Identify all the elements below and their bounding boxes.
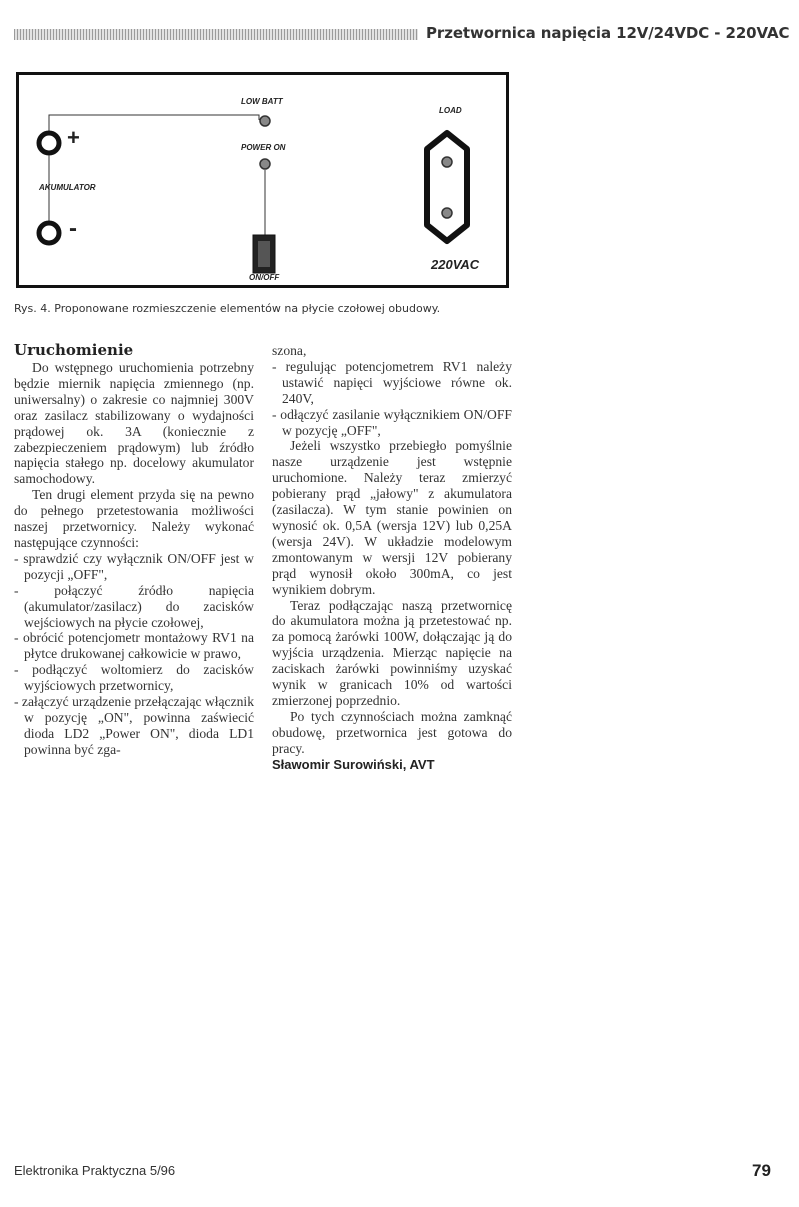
list-item: - połączyć źródło napięcia (akumulator/zasilacz) do zacisków wejściowych na płycie czołowej, (14, 582, 254, 630)
paragraph: Po tych czynnościach można zamknąć obudowę, przetwornica jest gotowa do pracy. (272, 708, 512, 756)
paragraph: Ten drugi element przyda się na pewno do pełnego przetestowania możliwości naszej przetwornicy. Należy wykonać następujące czynności: (14, 487, 254, 550)
socket-pin-bottom-icon (442, 208, 452, 218)
front-panel-drawing (19, 75, 506, 285)
on-off-label: ON/OFF (249, 273, 280, 282)
load-label: LOAD (439, 106, 462, 115)
power-on-label: POWER ON (241, 143, 286, 152)
paragraph: Do wstępnego uruchomienia potrzebny będzie miernik napięcia zmiennego (np. uniwersalny) o zakresie co najmniej 300V oraz zasilacz stabilizowany o wydajności prądowej ok. 3A (koniecznie z zabezpieczeniem prądowym) lub źródło napięcia stałego np. docelowy akumulator samochodowy. (14, 360, 254, 487)
low-batt-label: LOW BATT (241, 97, 283, 106)
header-decorative-bar (14, 29, 418, 40)
article-left-column (14, 342, 254, 758)
low-batt-wire (49, 115, 259, 133)
article-right-column (272, 343, 512, 772)
minus-terminal-icon (39, 223, 59, 243)
header-title: Przetwornica napięcia 12V/24VDC - 220VAC (426, 24, 790, 42)
list-item: - załączyć urządzenie przełączając włącznik w pozycję „ON", powinna zaświecić dioda LD2 „Power ON", dioda LD1 powinna być zga- (14, 694, 254, 757)
load-socket-icon (427, 133, 467, 241)
minus-label: - (69, 215, 77, 242)
plus-terminal-icon (39, 133, 59, 153)
page-number: 79 (752, 1161, 771, 1180)
akumulator-label: AKUMULATOR (39, 183, 96, 192)
list-item: - obrócić potencjometr montażowy RV1 na płytce drukowanej całkowicie w prawo, (14, 630, 254, 662)
power-on-led-icon (260, 159, 270, 169)
author-signature: Sławomir Surowiński, AVT (272, 756, 435, 772)
socket-pin-top-icon (442, 157, 452, 167)
paragraph: Teraz podłączając naszą przetwornicę do akumulatora można ją przetestować np. za pomocą żarówki 100W, dołączając ją do wyjścia urządzenia. Mierząc napięcie na zaciskach żarówki powinniśmy uzyskać wynik w granicach 10% od wartości zmierzonej poprzednio. (272, 597, 512, 708)
journal-name: Elektronika Praktyczna 5/96 (14, 1163, 176, 1178)
list-item: - podłączyć woltomierz do zacisków wyjściowych przetwornicy, (14, 662, 254, 694)
vac-label: 220VAC (431, 257, 480, 272)
list-item: - sprawdzić czy wyłącznik ON/OFF jest w pozycji „OFF", (14, 550, 254, 582)
list-item: - odłączyć zasilanie wyłącznikiem ON/OFF w pozycję „OFF", (272, 406, 512, 438)
paragraph: szona, (272, 343, 307, 358)
paragraph: Jeżeli wszystko przebiegło pomyślnie nasze urządzenie jest wstępnie uruchomione. Należy teraz zmierzyć pobierany prąd „jałowy" z akumulatora (zasilacza). W tym stanie powinien on wynosić ok. 0,5A (wersja 12V) lub 0,25A (wersja 24V). W układzie modelowym zmontowanym w wersji 12V pobierany prąd wynosił około 300mA, co jest wynikiem dobrym. (272, 438, 512, 597)
front-panel-diagram (16, 72, 509, 288)
figure-caption: Rys. 4. Proponowane rozmieszczenie elementów na płycie czołowej obudowy. (14, 302, 441, 315)
plus-label: + (67, 125, 80, 150)
section-heading: Uruchomienie (14, 341, 134, 359)
low-batt-led-icon (260, 116, 270, 126)
list-item: - regulując potencjometrem RV1 należy ustawić napięci wyjściowe równe ok. 240V, (272, 358, 512, 406)
